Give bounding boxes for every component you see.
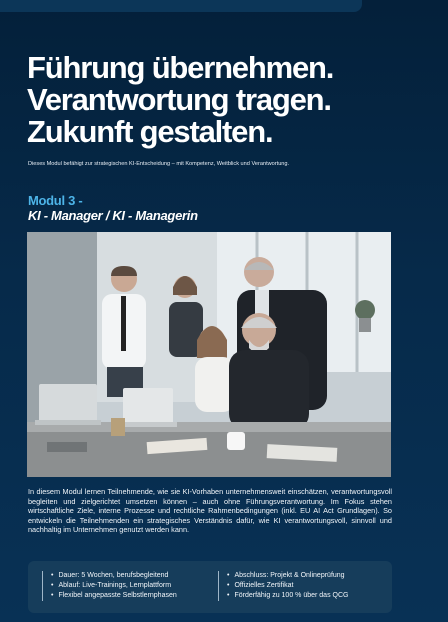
headline-line-2: Verantwortung tragen. — [27, 82, 331, 117]
headline-line-1: Führung übernehmen. — [27, 50, 334, 85]
fact-format: • Ablauf: Live-Trainings, Lernplattform — [51, 581, 177, 591]
facts-list-right — [218, 571, 348, 601]
module-number: Modul 3 - — [28, 193, 83, 208]
fact-completion: • Abschluss: Projekt & Onlineprüfung — [227, 571, 348, 581]
top-tab-decoration — [0, 0, 362, 12]
fact-duration: • Dauer: 5 Wochen, berufsbegleitend — [51, 571, 177, 581]
headline — [27, 52, 437, 148]
intro-text: Dieses Modul befähigt zur strategischen KI-Entscheidung – mit Kompetenz, Weitblick und Verantwortung. — [28, 161, 290, 167]
fact-certificate: • Offizielles Zertifikat — [227, 581, 348, 591]
module-description: In diesem Modul lernen Teilnehmende, wie sie KI-Vorhaben unternehmensweit einschätzen, verantwortungsvoll begleiten und zielgerichtet umsetzen können – auch ohne Führungsverantwortung. Im Fokus stehen wirtschaftliche Ziele, interne Prozesse und rechtliche Rahmenbedingungen (inkl. EU AI Act Grundlagen). So entwickeln die Teilnehmenden ein strategisches Verständnis dafür, wie KI verantwortungsvoll, sinnvoll und nachhaltig im Unternehmen genutzt werden kann. — [28, 487, 392, 535]
facts-box — [28, 561, 392, 613]
facts-list-left — [42, 571, 177, 601]
fact-self-study: • Flexibel angepasste Selbstlernphasen — [51, 591, 177, 601]
module-title: KI - Manager / KI - Managerin — [28, 208, 198, 223]
headline-line-3: Zukunft gestalten. — [27, 114, 273, 149]
team-meeting-photo — [27, 232, 391, 477]
fact-funding: • Förderfähig zu 100 % über das QCG — [227, 591, 348, 601]
